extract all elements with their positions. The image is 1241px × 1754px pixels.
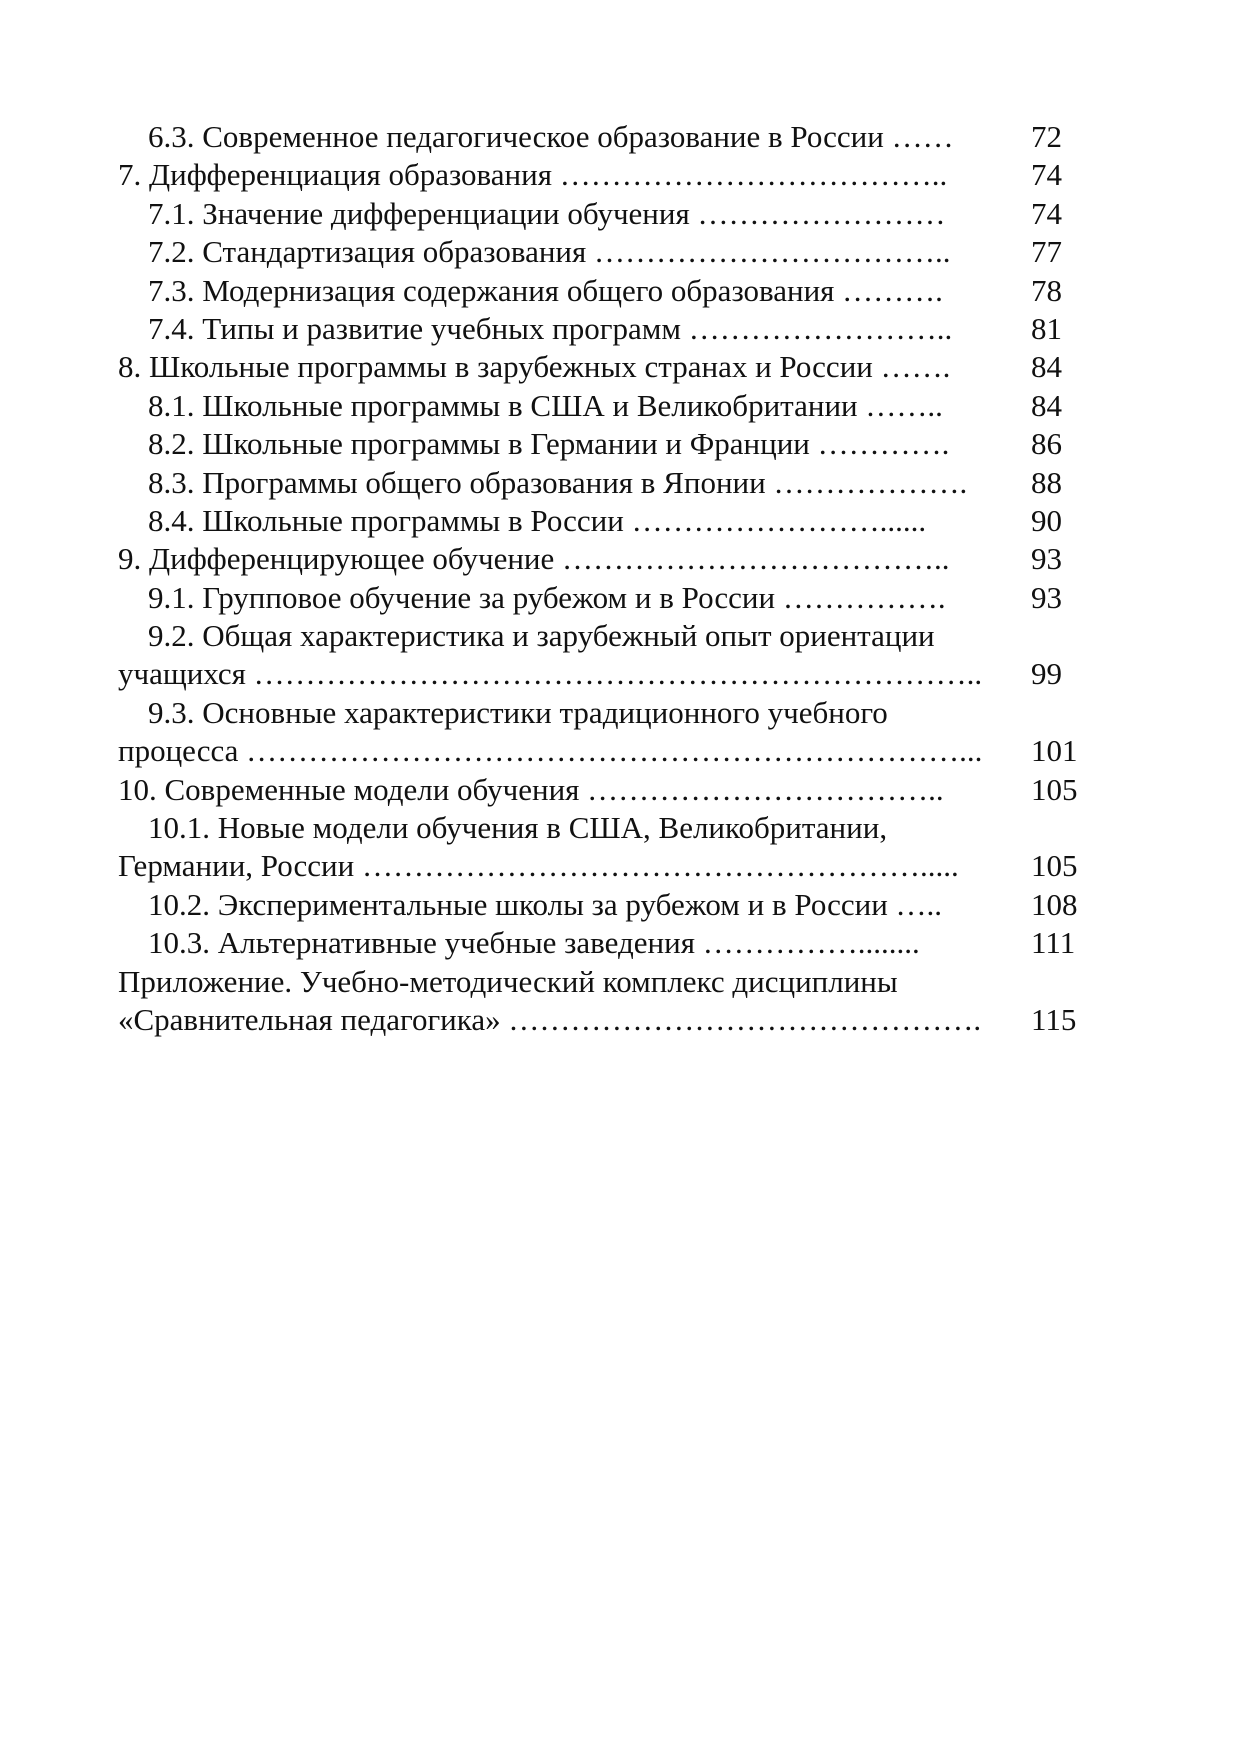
toc-line bbox=[118, 310, 1118, 348]
toc-line bbox=[118, 156, 1118, 194]
toc-page-number: 99 bbox=[1031, 656, 1062, 692]
toc-page-number: 93 bbox=[1031, 579, 1062, 615]
toc-page-number: 101 bbox=[1031, 733, 1078, 769]
toc-page-number: 81 bbox=[1031, 310, 1062, 346]
toc-entry-text: 8.2. Школьные программы в Германии и Франции …………. bbox=[148, 426, 950, 462]
toc-entry-text: процесса ……………………………………………………………... bbox=[118, 733, 983, 769]
toc-entry-text: 8. Школьные программы в зарубежных странах и России ……. bbox=[118, 349, 951, 385]
toc-entry-text: 9.3. Основные характеристики традиционного учебного bbox=[148, 694, 888, 730]
toc-entry-text: 8.4. Школьные программы в России ……………………...... bbox=[148, 502, 927, 538]
toc-page-number: 74 bbox=[1031, 157, 1062, 193]
toc-line bbox=[118, 771, 1118, 809]
toc-page-number: 108 bbox=[1031, 886, 1078, 922]
toc-entry-text: 9.1. Групповое обучение за рубежом и в России ……………. bbox=[148, 579, 946, 615]
toc-page-number: 115 bbox=[1031, 1001, 1077, 1037]
toc-entry-text: 10.2. Экспериментальные школы за рубежом и в России ….. bbox=[148, 886, 943, 922]
toc-entry-text: 9.2. Общая характеристика и зарубежный опыт ориентации bbox=[148, 618, 935, 654]
toc-page-number: 84 bbox=[1031, 349, 1062, 385]
toc-line bbox=[118, 387, 1118, 425]
toc-entry-text: 7.1. Значение дифференциации обучения …………………… bbox=[148, 195, 946, 231]
toc-page-number: 93 bbox=[1031, 541, 1062, 577]
toc-line bbox=[118, 732, 1118, 770]
toc-line bbox=[118, 655, 1118, 693]
toc-entry-text: учащихся …………………………………………………………….. bbox=[118, 656, 983, 692]
toc-line bbox=[118, 195, 1118, 233]
toc-line bbox=[118, 118, 1118, 156]
toc-entry-text: 6.3. Современное педагогическое образование в России …… bbox=[148, 119, 954, 154]
toc-line bbox=[118, 348, 1118, 386]
toc-page-number: 74 bbox=[1031, 195, 1062, 231]
toc-page-number: 88 bbox=[1031, 464, 1062, 500]
toc-entry-text: «Сравнительная педагогика» ………………………………………. bbox=[118, 1001, 982, 1037]
toc-page-number: 111 bbox=[1031, 925, 1076, 961]
toc-line bbox=[118, 502, 1118, 540]
table-of-contents bbox=[118, 118, 1118, 1039]
toc-line bbox=[118, 963, 1118, 1001]
toc-page-number: 84 bbox=[1031, 387, 1062, 423]
toc-entry-text: 10. Современные модели обучения …………………………….. bbox=[118, 771, 944, 807]
toc-entry-text: 7.2. Стандартизация образования …………………………….. bbox=[148, 234, 951, 270]
toc-entry-text: 9. Дифференцирующее обучение ……………………………….. bbox=[118, 541, 950, 577]
toc-entry-text: 8.1. Школьные программы в США и Великобритании …….. bbox=[148, 387, 943, 423]
toc-line bbox=[118, 233, 1118, 271]
toc-line bbox=[118, 1001, 1118, 1039]
toc-line bbox=[118, 425, 1118, 463]
toc-page-number: 90 bbox=[1031, 502, 1062, 538]
toc-page-number: 105 bbox=[1031, 771, 1078, 807]
toc-entry-text: 7.3. Модернизация содержания общего образования ………. bbox=[148, 272, 943, 308]
toc-entry-text: 10.1. Новые модели обучения в США, Великобритании, bbox=[148, 810, 888, 846]
toc-line bbox=[118, 924, 1118, 962]
toc-line bbox=[118, 272, 1118, 310]
toc-page-number: 77 bbox=[1031, 234, 1062, 270]
toc-line bbox=[118, 886, 1118, 924]
toc-entry-text: 10.3. Альтернативные учебные заведения ……………........ bbox=[148, 925, 920, 961]
toc-entry-text: 7. Дифференциация образования ……………………………….. bbox=[118, 157, 948, 193]
toc-entry-text: Приложение. Учебно-методический комплекс дисциплины bbox=[118, 963, 898, 999]
toc-line bbox=[118, 847, 1118, 885]
toc-page-number: 78 bbox=[1031, 272, 1062, 308]
toc-entry-text: 8.3. Программы общего образования в Японии ………………. bbox=[148, 464, 968, 500]
toc-page-number: 86 bbox=[1031, 426, 1062, 462]
toc-line bbox=[118, 617, 1118, 655]
toc-entry-text: 7.4. Типы и развитие учебных программ …………………….. bbox=[148, 310, 953, 346]
toc-line bbox=[118, 464, 1118, 502]
toc-line bbox=[118, 540, 1118, 578]
toc-entry-text: Германии, России ………………………………………………..... bbox=[118, 848, 959, 884]
toc-line bbox=[118, 809, 1118, 847]
toc-line bbox=[118, 694, 1118, 732]
toc-line bbox=[118, 579, 1118, 617]
toc-page-number: 105 bbox=[1031, 848, 1078, 884]
toc-page-number: 72 bbox=[1031, 119, 1062, 154]
